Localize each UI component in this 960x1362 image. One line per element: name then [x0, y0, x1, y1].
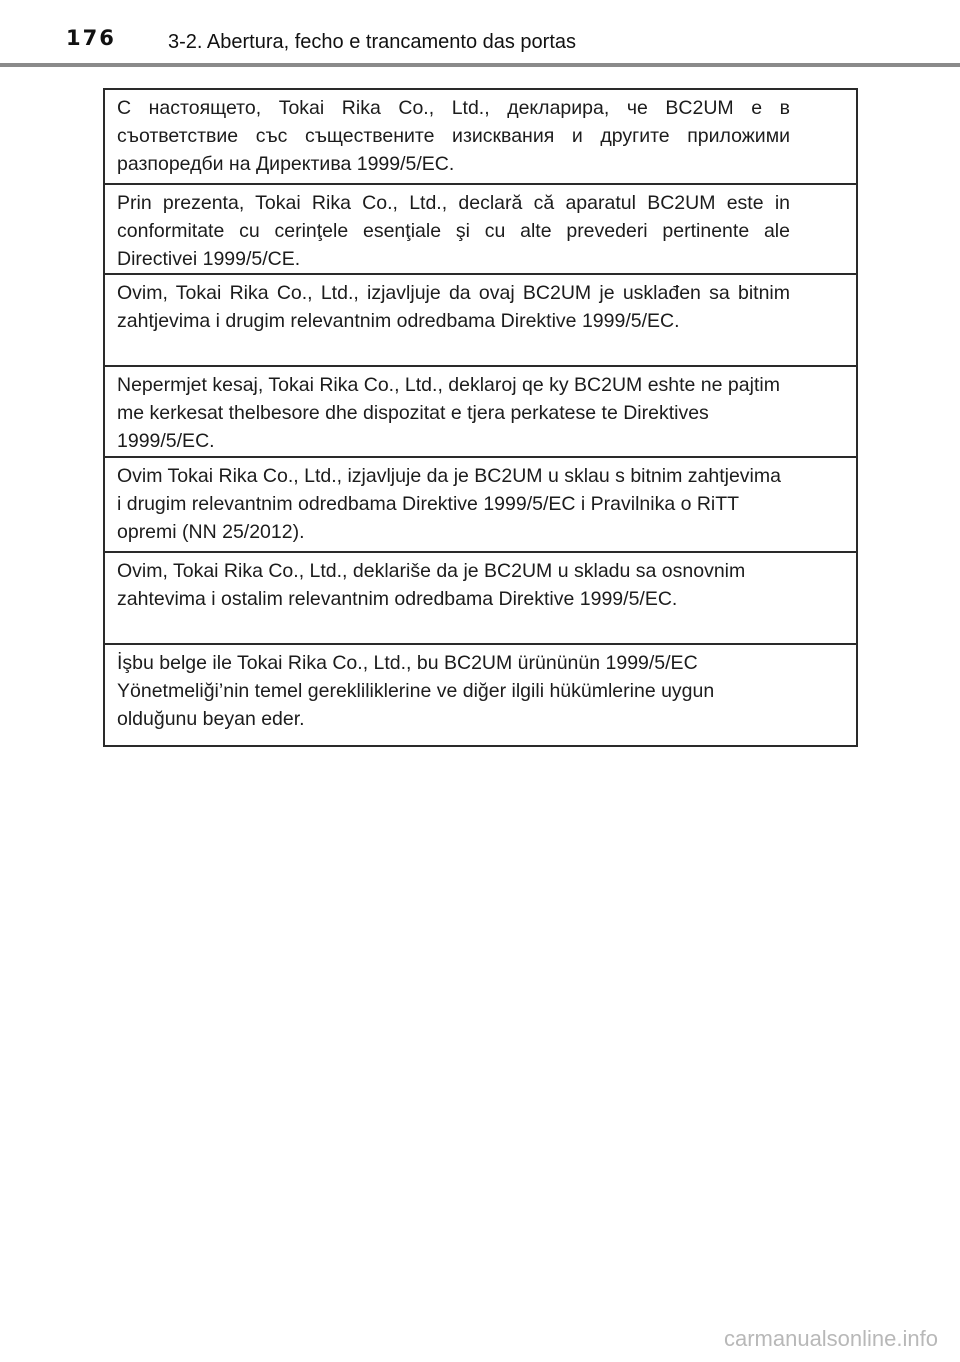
- page-number: 176: [66, 26, 116, 50]
- declaration-row-serbian: [105, 553, 856, 645]
- declaration-text: Ovim, Tokai Rika Co., Ltd., izjavljuje da ovaj BC2UM je usklađen sa bitnim zahtjevima i drugim relevantnim odredbama Direktive 1999/5/EC.: [117, 282, 790, 332]
- declaration-row-bulgarian: [105, 90, 856, 185]
- declaration-text: Nepermjet kesaj, Tokai Rika Co., Ltd., deklaroj qe ky BC2UM eshte ne pajtim me kerkesat thelbesore dhe dispozitat e tjera perkatese te Direktives 1999/5/EC.: [117, 374, 780, 452]
- declaration-row-romanian: [105, 185, 856, 275]
- declaration-text: Ovim Tokai Rika Co., Ltd., izjavljuje da je BC2UM u sklau s bitnim zahtjevima i drugim relevantnim odredbama Direktive 1999/5/EC i Pravilnika o RiTT opremi (NN 25/2012).: [117, 465, 781, 543]
- declaration-text: İşbu belge ile Tokai Rika Co., Ltd., bu BC2UM ürününün 1999/5/EC Yönetmeliği’nin temel gerekliliklerine ve diğer ilgili hükümlerine uygun olduğunu beyan eder.: [117, 652, 715, 730]
- declaration-text: Ovim, Tokai Rika Co., Ltd., deklariše da je BC2UM u skladu sa osnovnim zahtevima i ostalim relevantnim odredbama Direktive 1999/5/EC.: [117, 560, 746, 610]
- page-header: [0, 0, 960, 64]
- section-title: 3-2. Abertura, fecho e trancamento das portas: [168, 31, 577, 53]
- declaration-row-albanian: [105, 367, 856, 458]
- declaration-table: [103, 88, 858, 747]
- declaration-row-turkish: [105, 645, 856, 745]
- declaration-row-croatian: [105, 458, 856, 553]
- declaration-text: С настоящето, Tokai Rika Co., Ltd., декларира, че BC2UM е в съответствие със съществените изисквания и другите приложими разпоредби на Директива 1999/5/EC.: [117, 97, 790, 175]
- declaration-row-bosnian: [105, 275, 856, 367]
- header-rule: [0, 63, 960, 67]
- watermark: carmanualsonline.info: [723, 1326, 938, 1351]
- declaration-text: Prin prezenta, Tokai Rika Co., Ltd., declară că aparatul BC2UM este in conformitate cu cerinţele esenţiale şi cu alte prevederi pertinente ale Directivei 1999/5/CE.: [117, 192, 790, 270]
